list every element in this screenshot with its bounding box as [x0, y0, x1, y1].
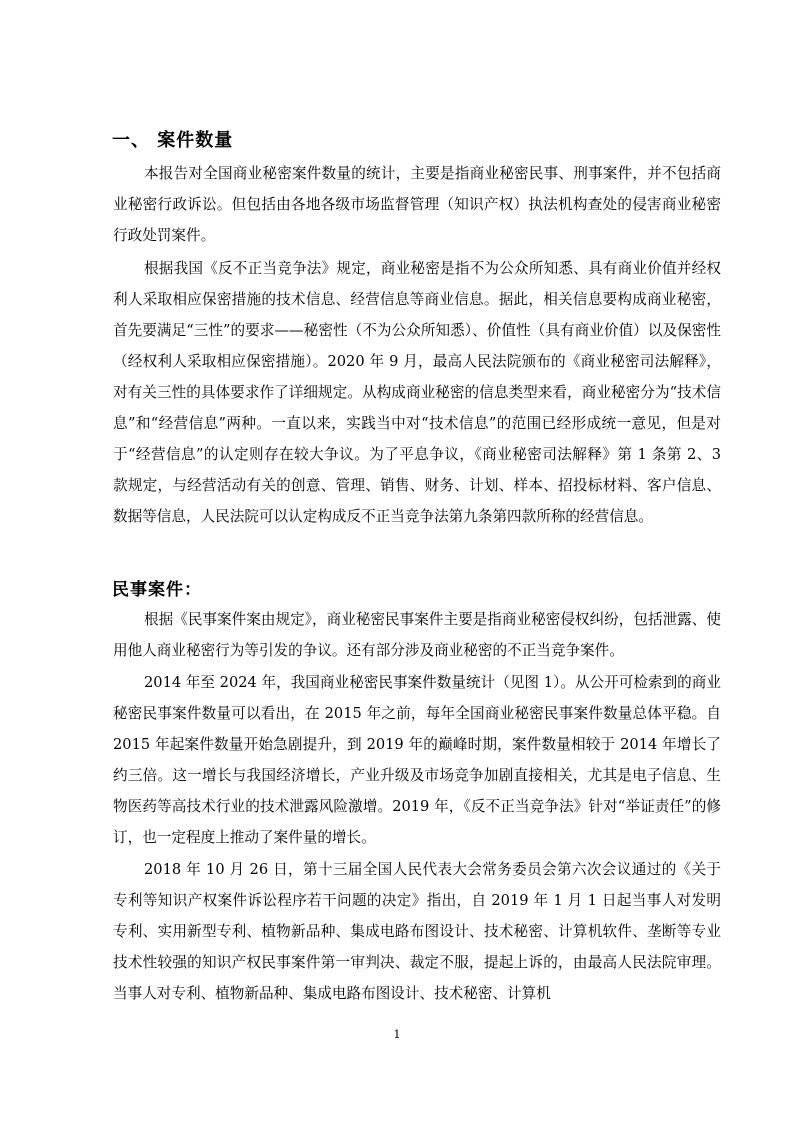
paragraph-civil-definition: 根据《民事案件案由规定》，商业秘密民事案件主要是指商业秘密侵权纠纷，包括泄露、使用他人商业秘密行为等引发的争议。还有部分涉及商业秘密的不正当竞争案件。 — [113, 611, 721, 659]
paragraph-definition: 根据我国《反不正当竞争法》规定，商业秘密是指不为公众所知悉、具有商业价值并经权利人采取相应保密措施的技术信息、经营信息等商业信息。据此，相关信息要构成商业秘密，首先要满足“三性”的要求——秘密性（不为公众所知悉）、价值性（具有商业价值）以及保密性（经权利人采取相应保密措施）。2020 年 9 月，最高人民法院颁布的《商业秘密司法解释》，对有关三性的具体要求作了详细规定。从构成商业秘密的信息类型来看，商业秘密分为“技术信息”和“经营信息”两种。一直以来，实践当中对“技术信息”的范围已经形成统一意见，但是对于“经营信息”的认定则存在较大争议。为了平息争议，《商业秘密司法解释》第 1 条第 2、3 款规定，与经营活动有关的创意、管理、销售、财务、计划、样本、招投标材料、客户信息、数据等信息，人民法院可以认定构成反不正当竞争法第九条第四款所称的经营信息。 — [113, 260, 721, 525]
section-heading: 一、 案件数量 — [112, 130, 234, 151]
page-number: 1 — [393, 1028, 401, 1041]
civil-cases-heading: 民事案件： — [112, 580, 202, 600]
paragraph-procedure: 2018 年 10 月 26 日，第十三届全国人民代表大会常务委员会第六次会议通过的《关于专利等知识产权案件诉讼程序若干问题的决定》指出，自 2019 年 1 月 1 日起当事人对发明专利、实用新型专利、植物新品种、集成电路布图设计、技术秘密、计算机软件、垄断等专业技术性较强的知识产权民事案件第一审判决、裁定不服，提起上诉的，由最高人民法院审理。当事人对专利、植物新品种、集成电路布图设计、技术秘密、计算机 — [113, 861, 721, 1002]
paragraph-scope: 本报告对全国商业秘密案件数量的统计，主要是指商业秘密民事、刑事案件，并不包括商业秘密行政诉讼。但包括由各地各级市场监督管理（知识产权）执法机构查处的侵害商业秘密行政处罚案件。 — [113, 165, 721, 244]
paragraph-statistics: 2014 年至 2024 年，我国商业秘密民事案件数量统计（见图 1）。从公开可检索到的商业秘密民事案件数量可以看出，在 2015 年之前，每年全国商业秘密民事案件数量总体平稳。自 2015 年起案件数量开始急剧提升，到 2019 年的巅峰时期，案件数量相较于 2014 年增长了约三倍。这一增长与我国经济增长，产业升级及市场竞争加剧直接相关，尤其是电子信息、生物医药等高技术行业的技术泄露风险激增。2019 年，《反不正当竞争法》针对“举证责任”的修订，也一定程度上推动了案件量的增长。 — [113, 674, 721, 846]
